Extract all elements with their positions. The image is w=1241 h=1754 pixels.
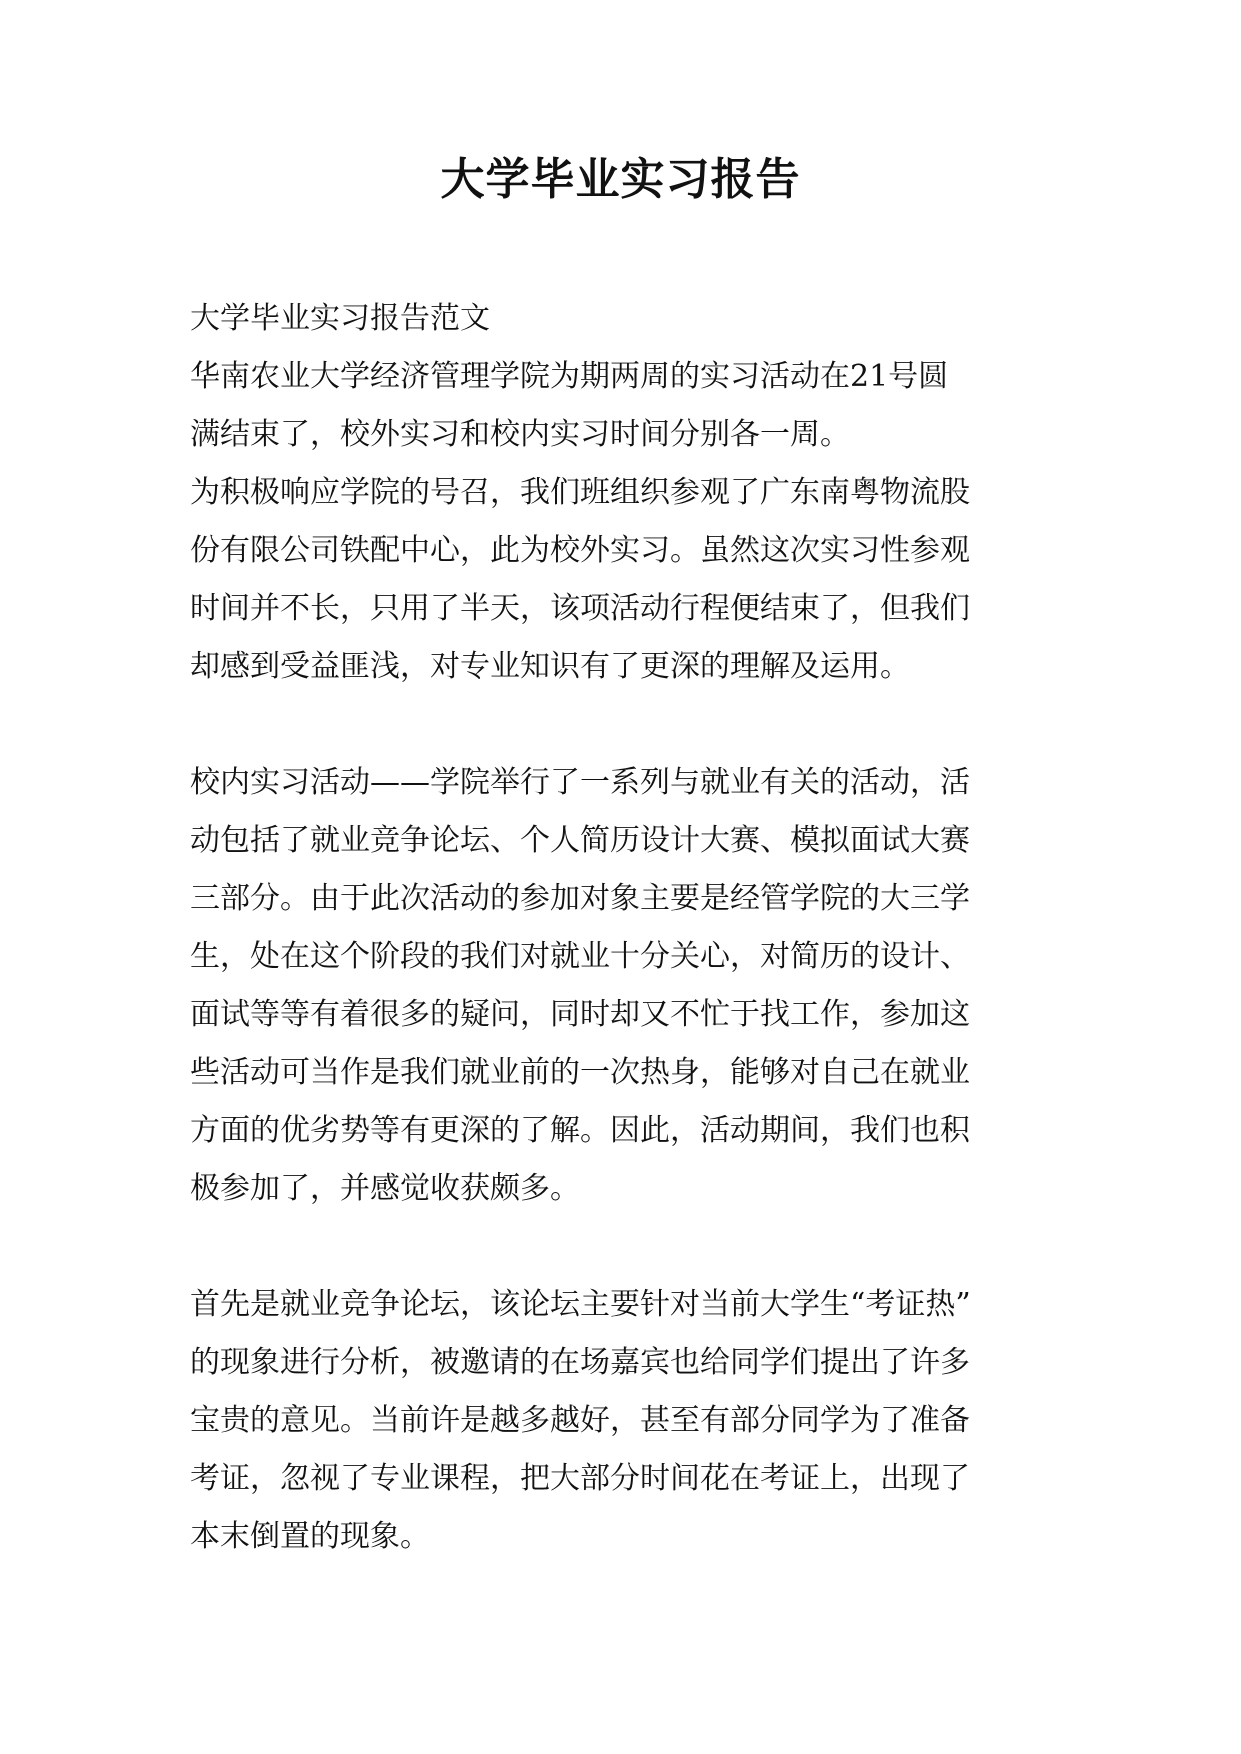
paragraph-1 (190, 348, 1065, 464)
paragraph-line: 考证，忽视了专业课程，把大部分时间花在考证上，出现了 (190, 1461, 970, 1496)
paragraph-line: 面试等等有着很多的疑问，同时却又不忙于找工作，参加这 (190, 997, 970, 1032)
paragraph-line: 首先是就业竞争论坛，该论坛主要针对当前大学生“考证热” (190, 1287, 971, 1322)
paragraph-line: 生，处在这个阶段的我们对就业十分关心，对简历的设计、 (190, 939, 970, 974)
paragraph-line: 宝贵的意见。当前许是越多越好，甚至有部分同学为了准备 (190, 1403, 970, 1438)
paragraph-line: 三部分。由于此次活动的参加对象主要是经管学院的大三学 (190, 881, 970, 916)
paragraph-line: 的现象进行分析，被邀请的在场嘉宾也给同学们提出了许多 (190, 1345, 970, 1380)
paragraph-spacer (190, 1218, 1065, 1276)
paragraph-4 (190, 1276, 1065, 1566)
paragraph-line: 为积极响应学院的号召，我们班组织参观了广东南粤物流股 (190, 475, 970, 510)
document-body (190, 290, 1065, 1566)
paragraph-line: 方面的优劣势等有更深的了解。因此，活动期间，我们也积 (190, 1113, 970, 1148)
paragraph-line: 份有限公司铁配中心，此为校外实习。虽然这次实习性参观 (190, 533, 970, 568)
paragraph-line: 却感到受益匪浅，对专业知识有了更深的理解及运用。 (190, 649, 910, 684)
paragraph-line: 校内实习活动——学院举行了一系列与就业有关的活动，活 (190, 765, 970, 800)
paragraph-line: 极参加了，并感觉收获颇多。 (190, 1171, 580, 1206)
paragraph-line: 些活动可当作是我们就业前的一次热身，能够对自己在就业 (190, 1055, 970, 1090)
paragraph-3 (190, 754, 1065, 1218)
paragraph-line: 本末倒置的现象。 (190, 1519, 430, 1554)
paragraph-line: 时间并不长，只用了半天，该项活动行程便结束了，但我们 (190, 591, 970, 626)
document-subtitle: 大学毕业实习报告范文 (190, 301, 490, 336)
paragraph-line: 华南农业大学经济管理学院为期两周的实习活动在21号圆 (190, 359, 949, 394)
paragraph-line: 满结束了，校外实习和校内实习时间分别各一周。 (190, 417, 850, 452)
paragraph-2 (190, 464, 1065, 696)
paragraph-spacer (190, 696, 1065, 754)
paragraph-line: 动包括了就业竞争论坛、个人简历设计大赛、模拟面试大赛 (190, 823, 970, 858)
document-title: 大学毕业实习报告 (440, 154, 801, 205)
